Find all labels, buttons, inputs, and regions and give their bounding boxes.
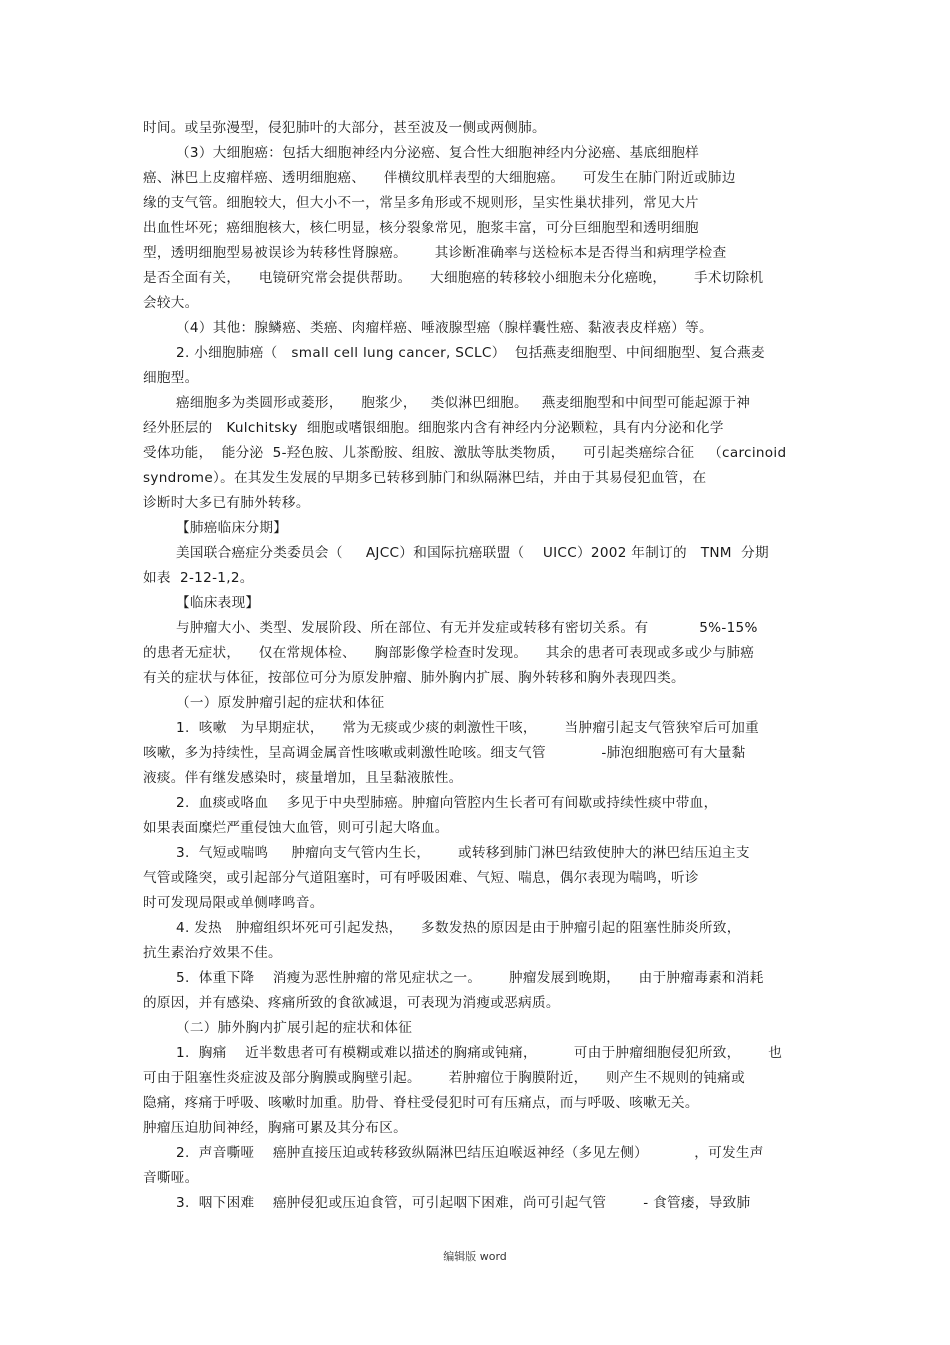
section-heading: 【临床表现】 bbox=[176, 595, 260, 611]
text-line: 会较大。 bbox=[143, 295, 199, 311]
text-line: 肿瘤压迫肋间神经，胸痛可累及其分布区。 bbox=[143, 1120, 407, 1136]
text-line: 音嘶哑。 bbox=[143, 1170, 199, 1186]
text-line: 如表 2-12-1,2。 bbox=[143, 570, 254, 586]
text-line: 是否全面有关， 电镜研究常会提供帮助。 大细胞癌的转移较小细胞未分化癌晚， 手术切除机 bbox=[143, 270, 764, 286]
text-line: 细胞型。 bbox=[143, 370, 199, 386]
text-line: 1. 咳嗽 为早期症状， 常为无痰或少痰的刺激性干咳， 当肿瘤引起支气管狭窄后可加重 bbox=[176, 720, 760, 736]
text-line: 咳嗽，多为持续性，呈高调金属音性咳嗽或刺激性呛咳。细支气管 -肺泡细胞癌可有大量黏 bbox=[143, 745, 746, 761]
text-line: 出血性坏死；癌细胞核大，核仁明显，核分裂象常见，胞浆丰富，可分巨细胞型和透明细胞 bbox=[143, 220, 699, 236]
text-line: 2. 血痰或咯血 多见于中央型肺癌。肿瘤向管腔内生长者可有间歇或持续性痰中带血， bbox=[176, 795, 718, 811]
text-line: 液痰。伴有继发感染时，痰量增加，且呈黏液脓性。 bbox=[143, 770, 463, 786]
text-line: 抗生素治疗效果不佳。 bbox=[143, 945, 282, 961]
subsection-heading: （二）肺外胸内扩展引起的症状和体征 bbox=[176, 1020, 413, 1036]
text-line: 癌细胞多为类圆形或菱形， 胞浆少， 类似淋巴细胞。 燕麦细胞型和中间型可能起源于神 bbox=[176, 395, 751, 411]
text-line: 受体功能， 能分泌 5-羟色胺、儿茶酚胺、组胺、激肽等肽类物质， 可引起类癌综合征 （carcinoid bbox=[143, 445, 787, 461]
text-line: 诊断时大多已有肺外转移。 bbox=[143, 495, 310, 511]
text-line: 有关的症状与体征，按部位可分为原发肿瘤、肺外胸内扩展、胸外转移和胸外表现四类。 bbox=[143, 670, 685, 686]
text-line: 隐痛，疼痛于呼吸、咳嗽时加重。肋骨、脊柱受侵犯时可有压痛点，而与呼吸、咳嗽无关。 bbox=[143, 1095, 699, 1111]
text-line: 2. 小细胞肺癌（ small cell lung cancer, SCLC） 包括燕麦细胞型、中间细胞型、复合燕麦 bbox=[176, 345, 765, 361]
text-line: 经外胚层的 Kulchitsky 细胞或嗜银细胞。细胞浆内含有神经内分泌颗粒，具有内分泌和化学 bbox=[143, 420, 724, 436]
text-line: 气管或隆突，或引起部分气道阻塞时，可有呼吸困难、气短、喘息，偶尔表现为喘鸣，听诊 bbox=[143, 870, 699, 886]
text-line: 的患者无症状， 仅在常规体检、 胸部影像学检查时发现。 其余的患者可表现或多或少与肺癌 bbox=[143, 645, 755, 661]
text-line: 如果表面糜烂严重侵蚀大血管，则可引起大咯血。 bbox=[143, 820, 449, 836]
text-line: 1. 胸痛 近半数患者可有模糊或难以描述的胸痛或钝痛， 可由于肿瘤细胞侵犯所致， 也 bbox=[176, 1045, 783, 1061]
text-line: 缘的支气管。细胞较大，但大小不一，常呈多角形或不规则形，呈实性巢状排列，常见大片 bbox=[143, 195, 699, 211]
page-footer: 编辑版 word bbox=[443, 1250, 507, 1263]
text-line: 的原因，并有感染、疼痛所致的食欲减退，可表现为消瘦或恶病质。 bbox=[143, 995, 560, 1011]
text-line: 型，透明细胞型易被误诊为转移性肾腺癌。 其诊断准确率与送检标本是否得当和病理学检查 bbox=[143, 245, 727, 261]
text-line: 5. 体重下降 消瘦为恶性肿瘤的常见症状之一。 肿瘤发展到晚期， 由于肿瘤毒素和消耗 bbox=[176, 970, 764, 986]
section-heading: 【肺癌临床分期】 bbox=[176, 520, 288, 536]
text-line: 癌、淋巴上皮瘤样癌、透明细胞癌、 伴横纹肌样表型的大细胞癌。 可发生在肺门附近或肺边 bbox=[143, 170, 736, 186]
text-line: 2. 声音嘶哑 癌肿直接压迫或转移致纵隔淋巴结压迫喉返神经（多见左侧） ，可发生声 bbox=[176, 1145, 764, 1161]
text-line: syndrome）。在其发生发展的早期多已转移到肺门和纵隔淋巴结，并由于其易侵犯血管，在 bbox=[143, 470, 707, 486]
text-line: 与肿瘤大小、类型、发展阶段、所在部位、有无并发症或转移有密切关系。有 5%-15% bbox=[176, 620, 758, 636]
text-line: 美国联合癌症分类委员会（ AJCC）和国际抗癌联盟（ UICC）2002 年制订的 TNM 分期 bbox=[176, 545, 769, 561]
text-line: 3. 咽下困难 癌肿侵犯或压迫食管，可引起咽下困难，尚可引起气管 - 食管瘘，导致肺 bbox=[176, 1195, 751, 1211]
subsection-heading: （一）原发肿瘤引起的症状和体征 bbox=[176, 695, 385, 711]
text-line: （3）大细胞癌：包括大细胞神经内分泌癌、复合性大细胞神经内分泌癌、基底细胞样 bbox=[176, 145, 700, 161]
text-line: 时间。或呈弥漫型，侵犯肺叶的大部分，甚至波及一侧或两侧肺。 bbox=[143, 120, 546, 136]
text-line: 可由于阻塞性炎症波及部分胸膜或胸壁引起。 若肿瘤位于胸膜附近， 则产生不规则的钝痛或 bbox=[143, 1070, 745, 1086]
text-line: （4）其他：腺鳞癌、类癌、肉瘤样癌、唾液腺型癌（腺样囊性癌、黏液表皮样癌）等。 bbox=[176, 320, 713, 336]
text-line: 3. 气短或喘鸣 肿瘤向支气管内生长， 或转移到肺门淋巴结致使肿大的淋巴结压迫主支 bbox=[176, 845, 750, 861]
text-line: 时可发现局限或单侧哮鸣音。 bbox=[143, 895, 324, 911]
text-line: 4. 发热 肿瘤组织坏死可引起发热， 多数发热的原因是由于肿瘤引起的阻塞性肺炎所致， bbox=[176, 920, 741, 936]
